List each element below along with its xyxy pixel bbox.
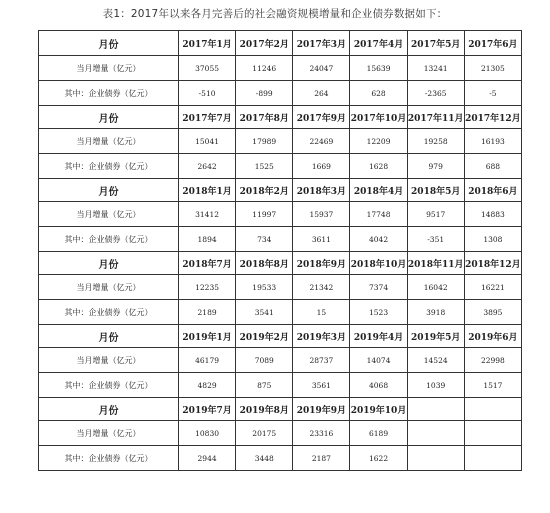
- month-cell: 2019年1月: [179, 325, 236, 348]
- bonds-cell: 875: [236, 373, 293, 398]
- month-cell: 2018年12月: [464, 252, 521, 275]
- bonds-cell: 979: [407, 154, 464, 179]
- bonds-cell: 1308: [464, 227, 521, 252]
- bonds-cell: [464, 446, 521, 471]
- increment-cell: 31412: [179, 202, 236, 227]
- bonds-cell: 3541: [236, 300, 293, 325]
- month-header-label: 月份: [39, 398, 179, 421]
- bonds-row: [39, 154, 522, 179]
- month-cell: 2019年6月: [464, 325, 521, 348]
- increment-cell: 11246: [236, 56, 293, 81]
- increment-cell: 16221: [464, 275, 521, 300]
- bonds-cell: 3611: [293, 227, 350, 252]
- month-header-label: 月份: [39, 106, 179, 129]
- increment-cell: 11997: [236, 202, 293, 227]
- month-cell: 2017年7月: [179, 106, 236, 129]
- bonds-cell: [407, 446, 464, 471]
- increment-cell: 28737: [293, 348, 350, 373]
- increment-cell: 17748: [350, 202, 407, 227]
- bonds-label: 其中：企业债券（亿元）: [39, 81, 179, 106]
- social-financing-table: [38, 30, 522, 471]
- month-cell: 2018年9月: [293, 252, 350, 275]
- increment-row: [39, 348, 522, 373]
- month-cell: 2018年4月: [350, 179, 407, 202]
- increment-cell: 14074: [350, 348, 407, 373]
- increment-cell: [464, 421, 521, 446]
- month-cell: [464, 398, 521, 421]
- bonds-cell: 15: [293, 300, 350, 325]
- increment-cell: 15639: [350, 56, 407, 81]
- bonds-row: [39, 373, 522, 398]
- increment-row: [39, 56, 522, 81]
- month-header-row: [39, 179, 522, 202]
- bonds-cell: 2642: [179, 154, 236, 179]
- increment-cell: 6189: [350, 421, 407, 446]
- increment-cell: 14883: [464, 202, 521, 227]
- month-cell: 2017年2月: [236, 31, 293, 56]
- bonds-label: 其中：企业债券（亿元）: [39, 227, 179, 252]
- increment-cell: 16193: [464, 129, 521, 154]
- bonds-cell: 734: [236, 227, 293, 252]
- month-cell: 2017年5月: [407, 31, 464, 56]
- increment-cell: 19258: [407, 129, 464, 154]
- increment-label: 当月增量（亿元）: [39, 348, 179, 373]
- bonds-cell: 4829: [179, 373, 236, 398]
- bonds-cell: 628: [350, 81, 407, 106]
- bonds-cell: -351: [407, 227, 464, 252]
- month-cell: 2018年5月: [407, 179, 464, 202]
- bonds-cell: 1523: [350, 300, 407, 325]
- increment-cell: 17989: [236, 129, 293, 154]
- increment-cell: 22469: [293, 129, 350, 154]
- increment-cell: 7089: [236, 348, 293, 373]
- increment-row: [39, 129, 522, 154]
- bonds-label: 其中：企业债券（亿元）: [39, 373, 179, 398]
- bonds-cell: 3448: [236, 446, 293, 471]
- month-cell: 2017年6月: [464, 31, 521, 56]
- bonds-row: [39, 81, 522, 106]
- month-cell: 2017年8月: [236, 106, 293, 129]
- month-cell: 2019年8月: [236, 398, 293, 421]
- month-header-row: [39, 106, 522, 129]
- bonds-cell: 1669: [293, 154, 350, 179]
- increment-cell: 13241: [407, 56, 464, 81]
- bonds-row: [39, 227, 522, 252]
- bonds-cell: 1039: [407, 373, 464, 398]
- increment-cell: 37055: [179, 56, 236, 81]
- month-cell: 2017年12月: [464, 106, 521, 129]
- bonds-cell: 3918: [407, 300, 464, 325]
- month-cell: 2019年9月: [293, 398, 350, 421]
- bonds-cell: 2187: [293, 446, 350, 471]
- month-cell: 2019年4月: [350, 325, 407, 348]
- bonds-cell: 4068: [350, 373, 407, 398]
- month-cell: 2019年10月: [350, 398, 407, 421]
- increment-cell: 19533: [236, 275, 293, 300]
- month-header-row: [39, 325, 522, 348]
- increment-cell: 16042: [407, 275, 464, 300]
- month-header-row: [39, 252, 522, 275]
- bonds-cell: 1525: [236, 154, 293, 179]
- month-header-row: [39, 398, 522, 421]
- increment-row: [39, 421, 522, 446]
- month-header-row: [39, 31, 522, 56]
- increment-cell: 12235: [179, 275, 236, 300]
- month-cell: 2019年7月: [179, 398, 236, 421]
- bonds-cell: -2365: [407, 81, 464, 106]
- month-cell: 2018年6月: [464, 179, 521, 202]
- month-cell: [407, 398, 464, 421]
- month-cell: 2019年5月: [407, 325, 464, 348]
- increment-cell: 15937: [293, 202, 350, 227]
- bonds-cell: 1628: [350, 154, 407, 179]
- month-header-label: 月份: [39, 179, 179, 202]
- increment-label: 当月增量（亿元）: [39, 56, 179, 81]
- bonds-cell: 3895: [464, 300, 521, 325]
- month-cell: 2019年2月: [236, 325, 293, 348]
- bonds-cell: 2189: [179, 300, 236, 325]
- bonds-label: 其中：企业债券（亿元）: [39, 446, 179, 471]
- increment-cell: 22998: [464, 348, 521, 373]
- month-cell: 2017年10月: [350, 106, 407, 129]
- month-cell: 2017年3月: [293, 31, 350, 56]
- table-caption: 表1：2017年以来各月完善后的社会融资规模增量和企业债券数据如下：: [102, 8, 448, 20]
- increment-cell: 12209: [350, 129, 407, 154]
- bonds-cell: 264: [293, 81, 350, 106]
- month-header-label: 月份: [39, 325, 179, 348]
- month-cell: 2017年9月: [293, 106, 350, 129]
- bonds-cell: 1517: [464, 373, 521, 398]
- bonds-label: 其中：企业债券（亿元）: [39, 154, 179, 179]
- bonds-cell: 1622: [350, 446, 407, 471]
- bonds-label: 其中：企业债券（亿元）: [39, 300, 179, 325]
- month-cell: 2018年11月: [407, 252, 464, 275]
- increment-cell: [407, 421, 464, 446]
- increment-cell: 14524: [407, 348, 464, 373]
- month-header-label: 月份: [39, 31, 179, 56]
- month-cell: 2018年2月: [236, 179, 293, 202]
- increment-cell: 21342: [293, 275, 350, 300]
- increment-cell: 21305: [464, 56, 521, 81]
- bonds-cell: 688: [464, 154, 521, 179]
- month-header-label: 月份: [39, 252, 179, 275]
- month-cell: 2018年8月: [236, 252, 293, 275]
- increment-cell: 15041: [179, 129, 236, 154]
- month-cell: 2017年1月: [179, 31, 236, 56]
- month-cell: 2018年3月: [293, 179, 350, 202]
- increment-cell: 9517: [407, 202, 464, 227]
- month-cell: 2018年7月: [179, 252, 236, 275]
- bonds-cell: -899: [236, 81, 293, 106]
- bonds-cell: -5: [464, 81, 521, 106]
- month-cell: 2018年1月: [179, 179, 236, 202]
- increment-row: [39, 275, 522, 300]
- increment-row: [39, 202, 522, 227]
- bonds-cell: 2944: [179, 446, 236, 471]
- increment-cell: 24047: [293, 56, 350, 81]
- increment-label: 当月增量（亿元）: [39, 202, 179, 227]
- month-cell: 2017年11月: [407, 106, 464, 129]
- increment-cell: 46179: [179, 348, 236, 373]
- increment-cell: 7374: [350, 275, 407, 300]
- bonds-cell: 1894: [179, 227, 236, 252]
- increment-cell: 10830: [179, 421, 236, 446]
- month-cell: 2018年10月: [350, 252, 407, 275]
- increment-cell: 20175: [236, 421, 293, 446]
- bonds-row: [39, 300, 522, 325]
- increment-cell: 23316: [293, 421, 350, 446]
- increment-label: 当月增量（亿元）: [39, 421, 179, 446]
- increment-label: 当月增量（亿元）: [39, 275, 179, 300]
- bonds-cell: 4042: [350, 227, 407, 252]
- increment-label: 当月增量（亿元）: [39, 129, 179, 154]
- bonds-cell: -510: [179, 81, 236, 106]
- bonds-row: [39, 446, 522, 471]
- bonds-cell: 3561: [293, 373, 350, 398]
- month-cell: 2017年4月: [350, 31, 407, 56]
- month-cell: 2019年3月: [293, 325, 350, 348]
